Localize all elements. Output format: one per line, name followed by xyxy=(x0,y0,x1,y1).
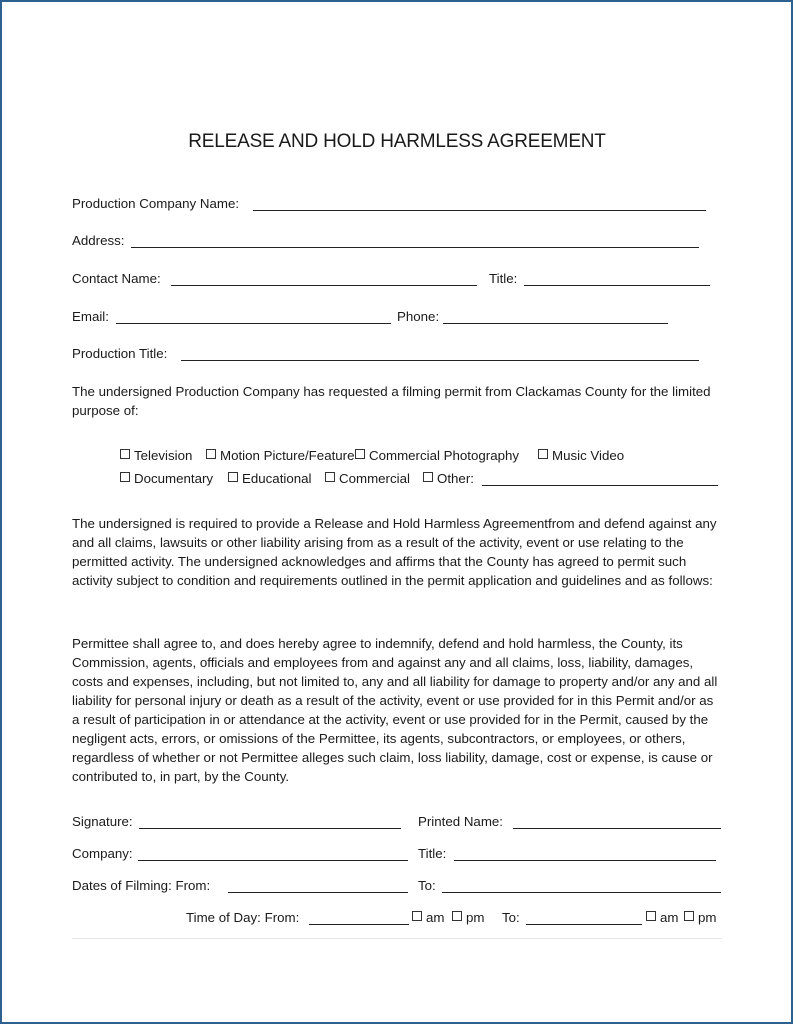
company-row xyxy=(72,846,722,866)
address-field[interactable] xyxy=(131,247,699,248)
checkbox-icon xyxy=(684,911,694,921)
production-company-label: Production Company Name: xyxy=(72,196,240,211)
checkbox-commercial[interactable]: Commercial xyxy=(325,471,410,486)
other-purpose-field[interactable] xyxy=(482,485,718,486)
address-label: Address: xyxy=(72,233,125,248)
email-row xyxy=(72,309,722,329)
checkbox-motion-picture[interactable]: Motion Picture/Feature xyxy=(206,448,355,463)
email-field[interactable] xyxy=(116,323,391,324)
contact-name-label: Contact Name: xyxy=(72,271,161,286)
dates-row xyxy=(72,878,722,898)
printed-name-label: Printed Name: xyxy=(418,814,503,829)
production-title-row xyxy=(72,346,722,366)
signer-title-field[interactable] xyxy=(454,860,716,861)
production-title-label: Production Title: xyxy=(72,346,168,361)
phone-field[interactable] xyxy=(443,323,668,324)
company-label: Company: xyxy=(72,846,133,861)
time-to-field[interactable] xyxy=(526,924,642,925)
contact-name-field[interactable] xyxy=(171,285,477,286)
checkbox-icon xyxy=(452,911,462,921)
checkbox-icon xyxy=(646,911,656,921)
contact-title-field[interactable] xyxy=(524,285,710,286)
release-paragraph: The undersigned is required to provide a Release and Hold Harmless Agreementfrom and defend against any and all claims, lawsuits or other liability arising from as a result of the activity, event or use relating to the permitted activity. The undersigned acknowledges and affirms that the County has agreed to permit such activity subject to condition and requirements outlined in the permit application and guidelines and as follows: xyxy=(72,516,717,588)
production-title-field[interactable] xyxy=(181,360,699,361)
time-from-am-option[interactable]: am xyxy=(412,910,444,925)
contact-title-label: Title: xyxy=(489,271,518,286)
printed-name-field[interactable] xyxy=(513,828,721,829)
signature-row xyxy=(72,814,722,834)
time-to-am-option[interactable]: am xyxy=(646,910,678,925)
dates-to-field[interactable] xyxy=(442,892,721,893)
checkbox-icon xyxy=(120,449,130,459)
checkbox-icon xyxy=(355,449,365,459)
checkbox-icon xyxy=(423,472,433,482)
checkbox-television[interactable]: Television xyxy=(120,448,192,463)
checkbox-commercial-photography[interactable]: Commercial Photography xyxy=(355,448,519,463)
company-field[interactable] xyxy=(138,860,408,861)
checkbox-icon xyxy=(325,472,335,482)
time-to-label: To: xyxy=(502,910,520,925)
dates-from-field[interactable] xyxy=(228,892,408,893)
dates-from-label: Dates of Filming: From: xyxy=(72,878,211,893)
document-title: RELEASE AND HOLD HARMLESS AGREEMENT xyxy=(188,131,606,152)
checkbox-icon xyxy=(412,911,422,921)
time-to-pm-option[interactable]: pm xyxy=(684,910,716,925)
purpose-checkbox-row-2 xyxy=(120,471,720,489)
signature-field[interactable] xyxy=(139,828,401,829)
checkbox-icon xyxy=(538,449,548,459)
purpose-checkbox-row-1 xyxy=(120,448,700,466)
time-row xyxy=(72,910,722,930)
production-company-row xyxy=(72,196,722,216)
intro-paragraph: The undersigned Production Company has requested a filming permit from Clackamas County for the limited purpose of: xyxy=(72,384,711,418)
checkbox-documentary[interactable]: Documentary xyxy=(120,471,213,486)
bottom-divider xyxy=(72,938,722,939)
signature-label: Signature: xyxy=(72,814,133,829)
time-from-label: Time of Day: From: xyxy=(186,910,300,925)
checkbox-educational[interactable]: Educational xyxy=(228,471,312,486)
time-from-field[interactable] xyxy=(309,924,409,925)
signer-title-label: Title: xyxy=(418,846,447,861)
checkbox-other[interactable]: Other: xyxy=(423,471,474,486)
checkbox-icon xyxy=(120,472,130,482)
checkbox-music-video[interactable]: Music Video xyxy=(538,448,624,463)
phone-label: Phone: xyxy=(397,309,440,324)
address-row xyxy=(72,233,722,253)
email-label: Email: xyxy=(72,309,109,324)
checkbox-icon xyxy=(206,449,216,459)
indemnify-paragraph: Permittee shall agree to, and does hereby agree to indemnify, defend and hold harmless, the County, its Commission, agents, officials and employees from and against any and all claims, loss, liability, damages, costs and expenses, including, but not limited to, any and all liability for damage to property and/or any and all liability for personal injury or death as a result of the activity, event or use provided for in this Permit and/or as a result of participation in or attendance at the activity, event or use provided for in the Permit, caused by the negligent acts, errors, or omissions of the Permittee, its agents, subcontractors, or employees, or others, regardless of whether or not Permittee alleges such claim, loss liability, damage, cost or expense, is cause or contributed to, in part, by the County. xyxy=(72,636,718,784)
checkbox-icon xyxy=(228,472,238,482)
dates-to-label: To: xyxy=(418,878,436,893)
time-from-pm-option[interactable]: pm xyxy=(452,910,484,925)
contact-row xyxy=(72,271,722,291)
production-company-field[interactable] xyxy=(253,210,706,211)
